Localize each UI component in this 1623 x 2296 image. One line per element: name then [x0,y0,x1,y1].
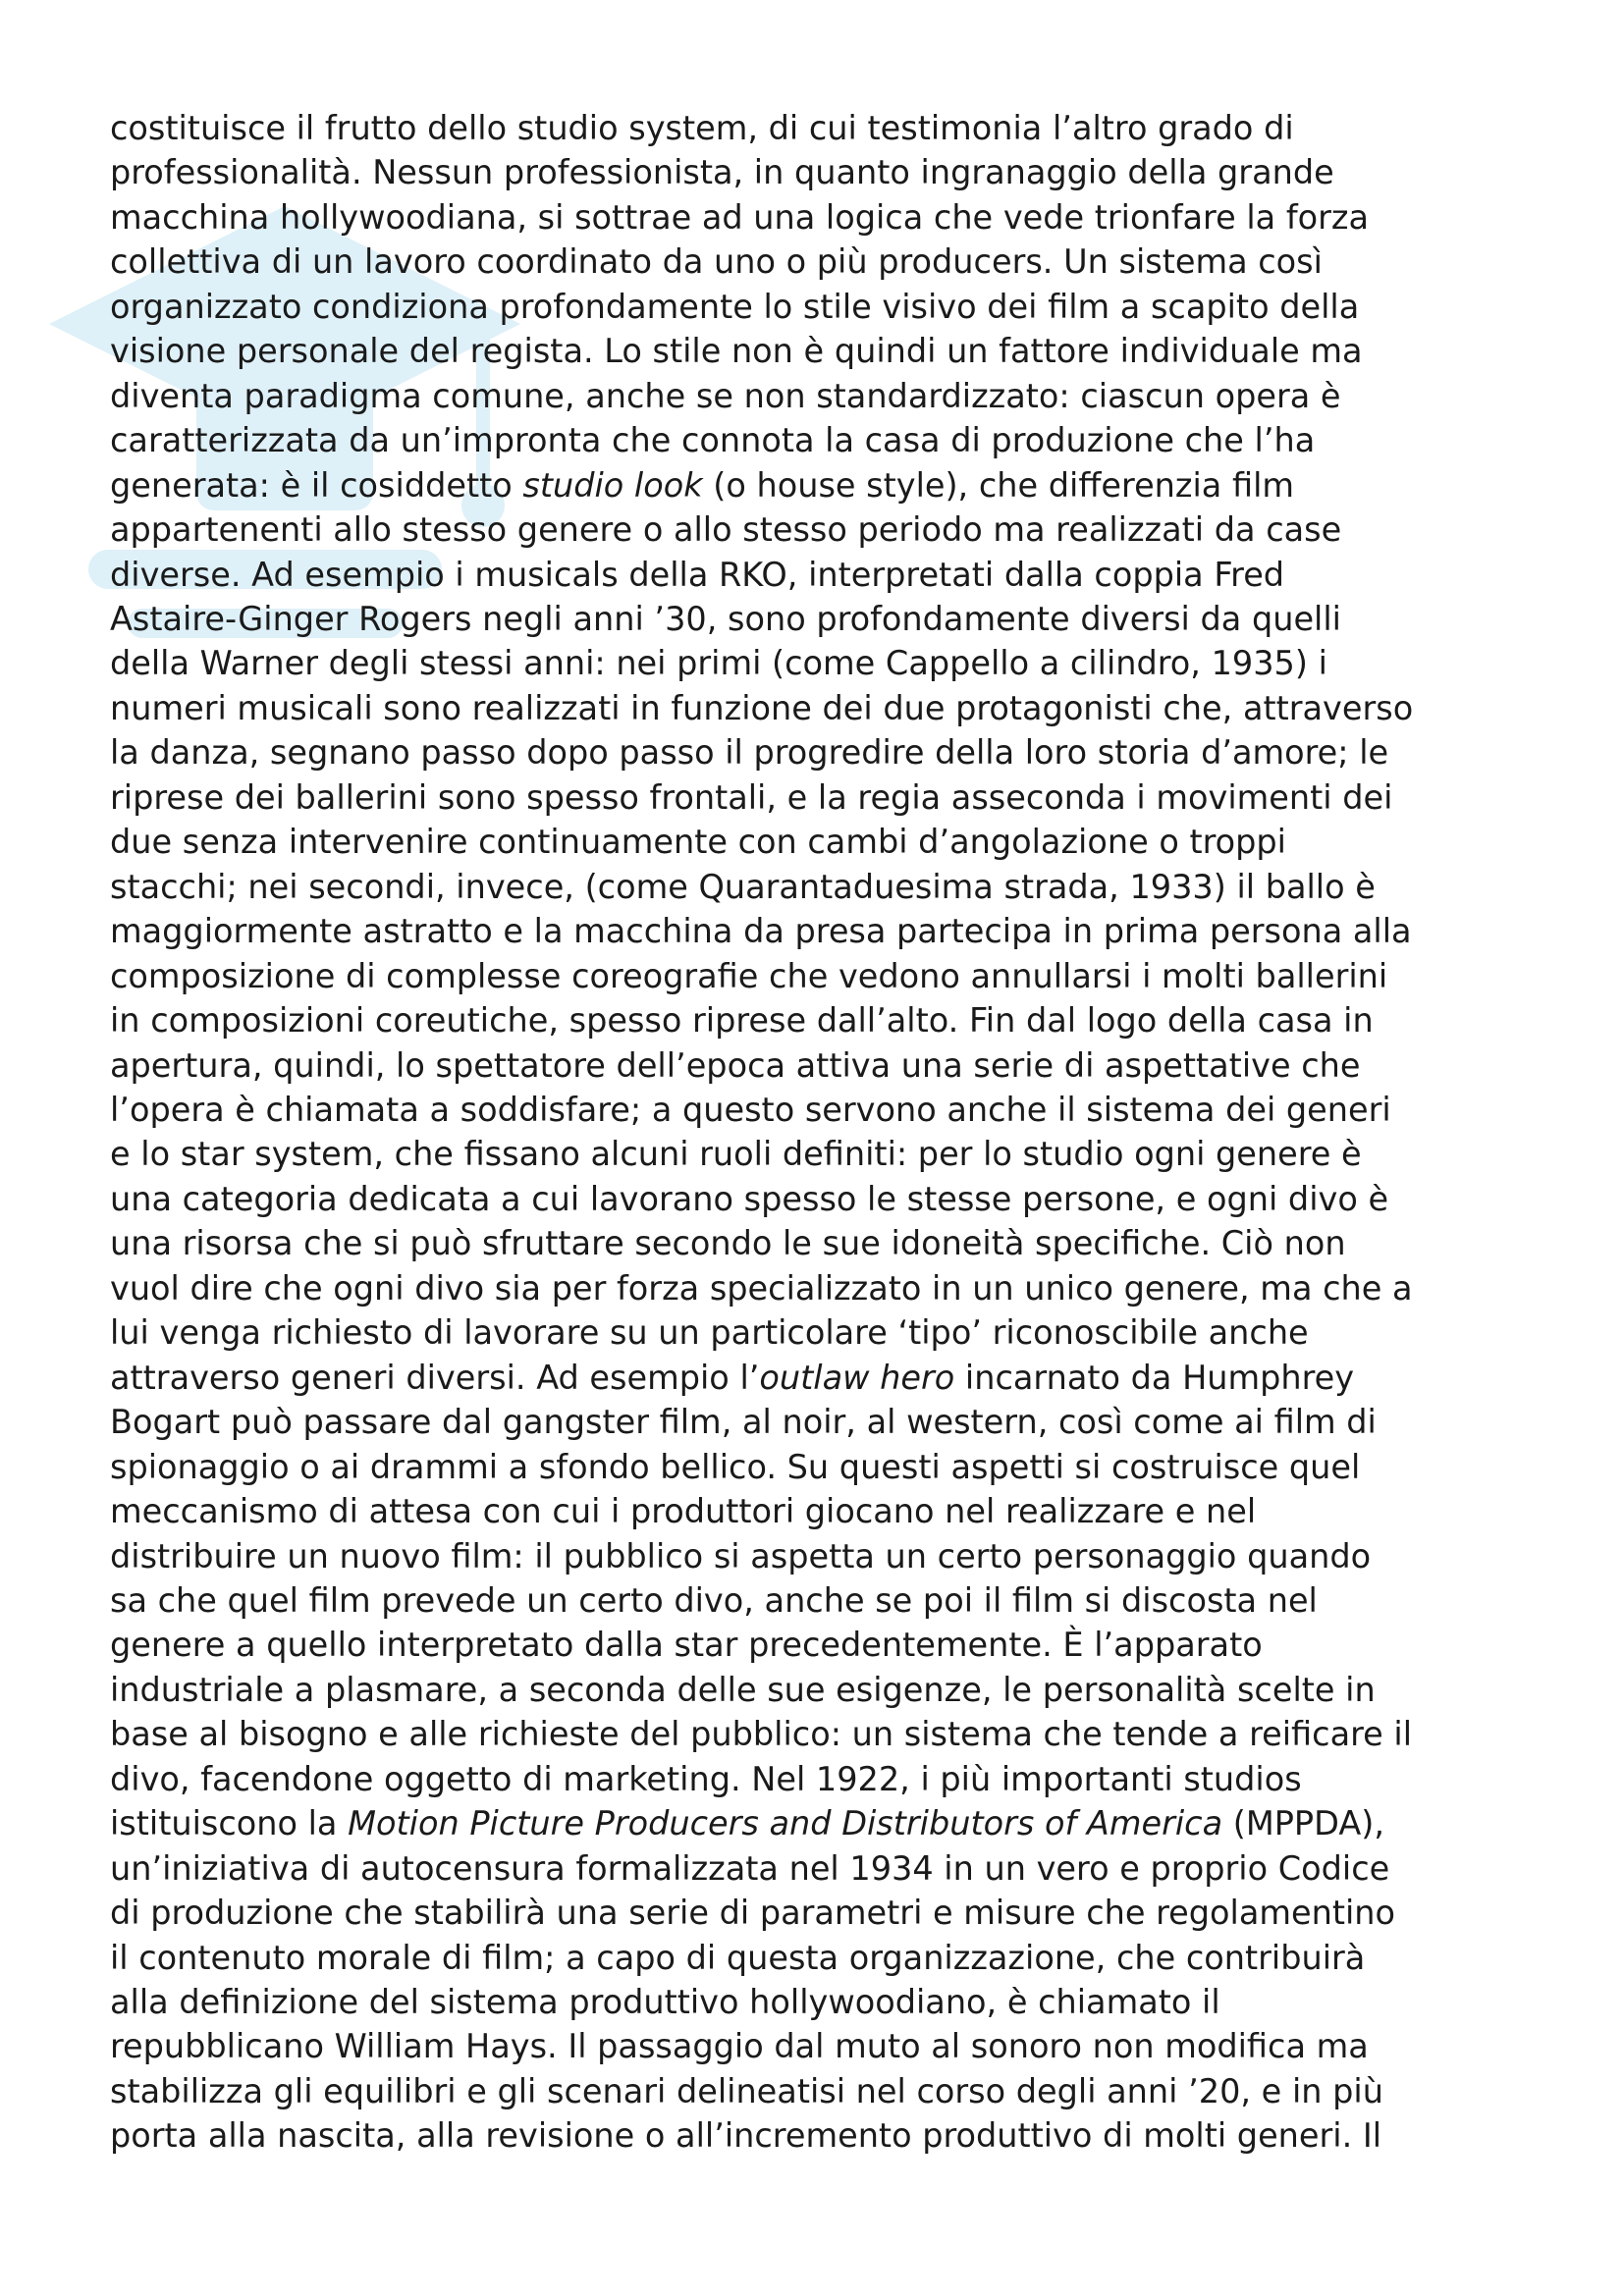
text-line: Astaire-Ginger Rogers negli anni ’30, sono profondamente diversi da quelli [110,599,1341,638]
text-line [110,1801,1524,1845]
text-line: spionaggio o ai drammi a sfondo bellico. Su questi aspetti si costruisce quel [110,1447,1361,1486]
text-line: lui venga richiesto di lavorare su un particolare ‘tipo’ riconoscibile anche [110,1313,1309,1353]
text-line: un’iniziativa di autocensura formalizzata nel 1934 in un vero e proprio Codice [110,1848,1390,1888]
text-line: appartenenti allo stesso genere o allo stesso periodo ma realizzati da case [110,510,1342,550]
text-line: meccanismo di attesa con cui i produttori giocano nel realizzare e nel [110,1492,1257,1531]
text-line: industriale a plasmare, a seconda delle sue esigenze, le personalità scelte in [110,1670,1376,1709]
text-line: della Warner degli stessi anni: nei primi (come Cappello a cilindro, 1935) i [110,644,1327,683]
text-line: il contenuto morale di film; a capo di questa organizzazione, che contribuirà [110,1938,1366,1977]
text-line: diventa paradigma comune, anche se non standardizzato: ciascun opera è [110,376,1341,415]
text-line: diverse. Ad esempio i musicals della RKO, interpretati dalla coppia Fred [110,555,1285,594]
text-line: distribuire un nuovo film: il pubblico si aspetta un certo personaggio quando [110,1536,1372,1575]
body-paragraph [110,106,1524,2159]
text-segment: (o house style), che differenzia film [702,465,1295,505]
text-line [110,463,1524,507]
text-line: visione personale del regista. Lo stile non è quindi un fattore individuale ma [110,332,1363,371]
text-line: composizione di complesse coreografie che vedono annullarsi i molti ballerini [110,956,1388,995]
text-segment: incarnato da Humphrey [954,1358,1355,1397]
text-line: numeri musicali sono realizzati in funzione dei due protagonisti che, attraverso [110,688,1414,727]
text-line: repubblicano William Hays. Il passaggio dal muto al sonoro non modifica ma [110,2027,1369,2066]
text-line: riprese dei ballerini sono spesso frontali, e la regia asseconda i movimenti dei [110,777,1393,817]
italic-term: Motion Picture Producers and Distributors of America [348,1804,1223,1843]
text-line: collettiva di un lavoro coordinato da uno o più producers. Un sistema così [110,242,1323,282]
text-line: sa che quel film prevede un certo divo, anche se poi il film si discosta nel [110,1580,1318,1620]
text-line: di produzione che stabilirà una serie di parametri e misure che regolamentino [110,1894,1396,1933]
text-segment: (MPPDA), [1222,1804,1384,1843]
text-segment: generata: è il cosiddetto [110,465,523,505]
text-line: maggiormente astratto e la macchina da presa partecipa in prima persona alla [110,912,1412,951]
text-segment: attraverso generi diversi. Ad esempio l’ [110,1358,760,1397]
text-line: costituisce il frutto dello studio system, di cui testimonia l’altro grado di [110,109,1294,147]
text-line: organizzato condiziona profondamente lo stile visivo dei film a scapito della [110,287,1360,326]
text-line: l’opera è chiamata a soddisfare; a questo servono anche il sistema dei generi [110,1090,1391,1129]
italic-term: outlaw hero [759,1358,955,1397]
text-line: Bogart può passare dal gangster film, al noir, al western, così come ai film di [110,1403,1377,1442]
text-line: in composizioni coreutiche, spesso riprese dall’alto. Fin dal logo della casa in [110,1001,1374,1041]
text-line: divo, facendone oggetto di marketing. Nel 1922, i più importanti studios [110,1759,1302,1798]
text-line: macchina hollywoodiana, si sottrae ad una logica che vede trionfare la forza [110,197,1369,237]
italic-term: studio look [522,465,703,505]
text-line [110,1356,1524,1400]
text-line: base al bisogno e alle richieste del pubblico: un sistema che tende a reificare il [110,1715,1413,1754]
text-line: vuol dire che ogni divo sia per forza specializzato in un unico genere, ma che a [110,1268,1413,1308]
text-line: caratterizzata da un’impronta che connota la casa di produzione che l’ha [110,421,1316,460]
text-line: la danza, segnano passo dopo passo il progredire della loro storia d’amore; le [110,733,1389,773]
text-line: professionalità. Nessun professionista, in quanto ingranaggio della grande [110,153,1334,192]
text-line: stabilizza gli equilibri e gli scenari delineatisi nel corso degli anni ’20, e in più [110,2071,1383,2110]
text-line: una risorsa che si può sfruttare secondo le sue idoneità specifiche. Ciò non [110,1224,1346,1263]
text-line: porta alla nascita, alla revisione o all’incremento produttivo di molti generi. Il [110,2116,1382,2156]
text-line: apertura, quindi, lo spettatore dell’epoca attiva una serie di aspettative che [110,1045,1361,1085]
text-line: due senza intervenire continuamente con cambi d’angolazione o troppi [110,823,1286,862]
text-line: alla definizione del sistema produttivo hollywoodiano, è chiamato il [110,1983,1220,2022]
text-segment: istituiscono la [110,1804,349,1843]
text-line: stacchi; nei secondi, invece, (come Quarantaduesima strada, 1933) il ballo è [110,867,1376,906]
text-line: genere a quello interpretato dalla star precedentemente. È l’apparato [110,1626,1263,1665]
text-line: una categoria dedicata a cui lavorano spesso le stesse persone, e ogni divo è [110,1179,1389,1218]
text-line: e lo star system, che fissano alcuni ruoli definiti: per lo studio ogni genere è [110,1135,1362,1174]
